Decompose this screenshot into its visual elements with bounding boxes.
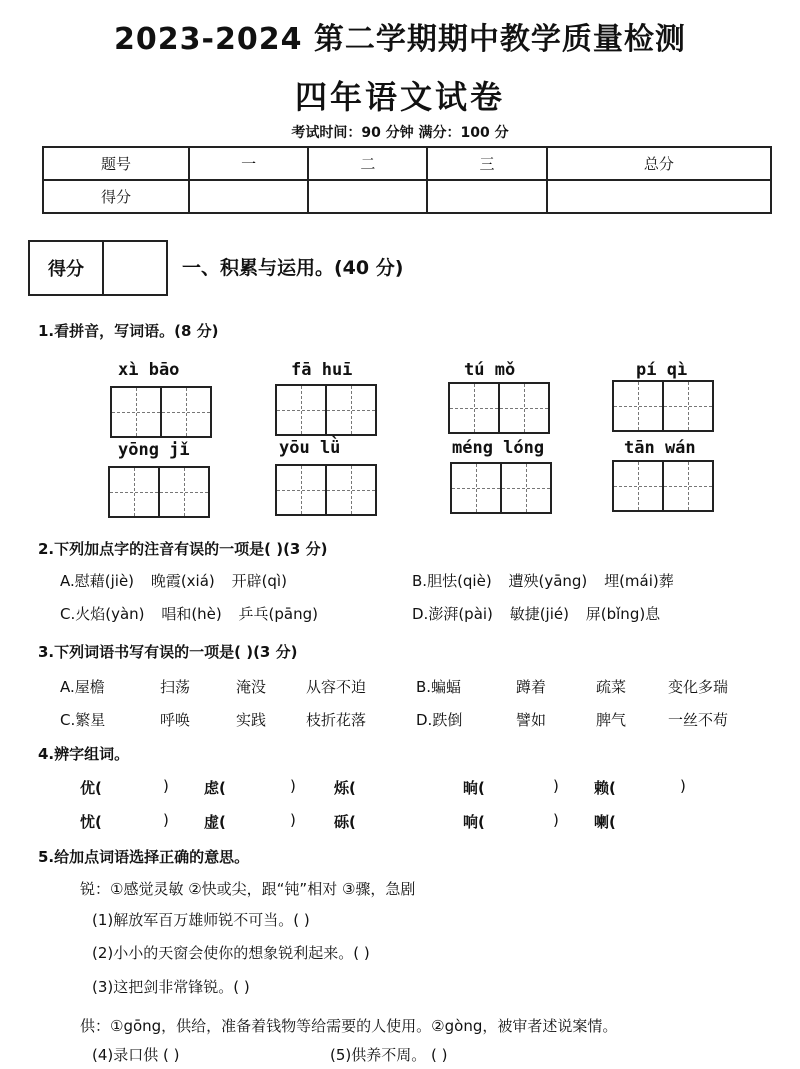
q3-option-a-1: A.屋檐 <box>60 678 105 696</box>
score-table-cell: 一 <box>189 147 308 180</box>
score-cell-empty[interactable] <box>189 180 308 213</box>
q2-option-b <box>412 570 674 591</box>
writing-boxes[interactable] <box>110 386 210 438</box>
q4-prompt: 4.辨字组词。 <box>38 745 130 763</box>
writing-boxes[interactable] <box>108 466 208 518</box>
pinyin-text: yōu lǜ <box>279 438 341 458</box>
q5-item-4: (4)录口供 ( ) <box>92 1046 180 1064</box>
q4-paren: ) <box>680 777 686 795</box>
option-letter: A. <box>60 572 75 590</box>
score-table-cell: 题号 <box>43 147 189 180</box>
q4-char: 虑( <box>204 779 226 797</box>
writing-boxes[interactable] <box>612 460 712 512</box>
q3-option-c-3: 实践 <box>236 711 267 729</box>
q3-option-b-3: 疏菜 <box>596 678 627 696</box>
pinyin-text: tān wán <box>624 438 696 458</box>
option-word: 晚霞(xiá) <box>150 572 215 590</box>
q2-option-c <box>60 603 318 624</box>
q1-prompt: 1.看拼音，写词语。(8 分) <box>38 322 219 340</box>
option-letter: C. <box>60 605 76 623</box>
q2-prompt: 2.下列加点字的注音有误的一项是( )(3 分) <box>38 540 328 558</box>
q3-option-c-2: 呼唤 <box>160 711 191 729</box>
pinyin-text: pí qì <box>636 360 688 380</box>
q5-prompt: 5.给加点词语选择正确的意思。 <box>38 848 250 866</box>
score-cell-empty[interactable] <box>427 180 546 213</box>
exam-title: 2023-2024 第二学期期中教学质量检测 <box>114 22 686 57</box>
writing-boxes[interactable] <box>448 382 548 434</box>
score-table-cell: 二 <box>308 147 427 180</box>
writing-boxes[interactable] <box>275 464 375 516</box>
q2-option-a <box>60 570 287 591</box>
q5-gong-definition: 供：①gōng，供给，准备着钱物等给需要的人使用。②gòng，被审者述说案情。 <box>80 1017 618 1035</box>
option-word: 慰藉(jiè) <box>74 572 135 590</box>
score-table-cell: 三 <box>427 147 546 180</box>
pinyin-text: tú mǒ <box>464 360 516 380</box>
section-score-box <box>28 240 168 296</box>
q4-paren: ) <box>553 811 559 829</box>
q3-option-c-1: C.繁星 <box>60 711 106 729</box>
writing-boxes[interactable] <box>275 384 375 436</box>
q3-option-d-1: D.跌倒 <box>416 711 463 729</box>
section-score-blank[interactable] <box>104 242 166 294</box>
q4-paren: ) <box>163 777 169 795</box>
q3-option-a-3: 淹没 <box>236 678 267 696</box>
q3-option-d-2: 譬如 <box>516 711 547 729</box>
pinyin-text: fā huī <box>291 360 353 380</box>
option-word: 敏捷(jié) <box>509 605 569 623</box>
q3-option-d-3: 脾气 <box>596 711 627 729</box>
q4-char: 优( <box>80 779 102 797</box>
q3-option-d-4: 一丝不苟 <box>668 711 729 729</box>
q5-item-1: (1)解放军百万雄师锐不可当。( ) <box>92 911 310 929</box>
q5-item-3: (3)这把剑非常锋锐。( ) <box>92 978 250 996</box>
exam-info: 考试时间：90 分钟 满分：100 分 <box>291 125 509 141</box>
q5-item-5: (5)供养不周。 ( ) <box>330 1046 448 1064</box>
writing-boxes[interactable] <box>612 380 712 432</box>
section-score-label: 得分 <box>30 242 104 294</box>
section-title: 一、积累与运用。(40 分) <box>182 257 404 279</box>
q4-char: 虚( <box>204 813 226 831</box>
q3-prompt: 3.下列词语书写有误的一项是( )(3 分) <box>38 643 298 661</box>
q3-option-a-2: 扫荡 <box>160 678 191 696</box>
score-table <box>42 146 772 214</box>
score-cell-empty[interactable] <box>547 180 771 213</box>
option-word: 开辟(qì) <box>231 572 287 590</box>
score-table-header-row <box>43 147 771 180</box>
q2-option-d <box>412 603 660 624</box>
q4-paren: ) <box>553 777 559 795</box>
q4-char: 烁( <box>334 779 356 797</box>
option-word: 遭殃(yāng) <box>508 572 588 590</box>
option-word: 唱和(hè) <box>161 605 222 623</box>
option-letter: D. <box>412 605 429 623</box>
q4-char: 响( <box>463 813 485 831</box>
score-table-score-row <box>43 180 771 213</box>
q4-paren: ) <box>290 811 296 829</box>
exam-subtitle: 四年语文试卷 <box>294 78 505 116</box>
option-letter: B. <box>412 572 428 590</box>
q3-option-a-4: 从容不迫 <box>306 678 367 696</box>
pinyin-text: méng lóng <box>452 438 545 458</box>
score-cell-empty[interactable] <box>308 180 427 213</box>
q3-option-b-1: B.蝙蝠 <box>416 678 462 696</box>
pinyin-text: xì bāo <box>118 360 180 380</box>
option-word: 火焰(yàn) <box>75 605 145 623</box>
option-word: 埋(mái)葬 <box>604 572 674 590</box>
q4-paren: ) <box>163 811 169 829</box>
pinyin-text: yōng jǐ <box>118 440 190 460</box>
q4-char: 忧( <box>80 813 102 831</box>
option-word: 乒乓(pāng) <box>238 605 318 623</box>
writing-boxes[interactable] <box>450 462 550 514</box>
option-word: 澎湃(pài) <box>428 605 493 623</box>
q3-option-b-4: 变化多瑞 <box>668 678 729 696</box>
q5-rui-definition: 锐：①感觉灵敏 ②快或尖，跟“钝”相对 ③骤，急剧 <box>80 880 416 898</box>
q4-char: 喇( <box>594 813 616 831</box>
q5-item-2: (2)小小的天窗会使你的想象锐利起来。( ) <box>92 944 370 962</box>
q4-paren: ) <box>290 777 296 795</box>
option-word: 胆怯(qiè) <box>427 572 492 590</box>
option-word: 屏(bǐng)息 <box>585 605 661 623</box>
q4-char: 砾( <box>334 813 356 831</box>
score-table-cell: 得分 <box>43 180 189 213</box>
q4-char: 晌( <box>463 779 485 797</box>
q3-option-b-2: 蹲着 <box>516 678 547 696</box>
q3-option-c-4: 枝折花落 <box>306 711 367 729</box>
score-table-cell: 总分 <box>547 147 771 180</box>
q4-char: 赖( <box>594 779 616 797</box>
